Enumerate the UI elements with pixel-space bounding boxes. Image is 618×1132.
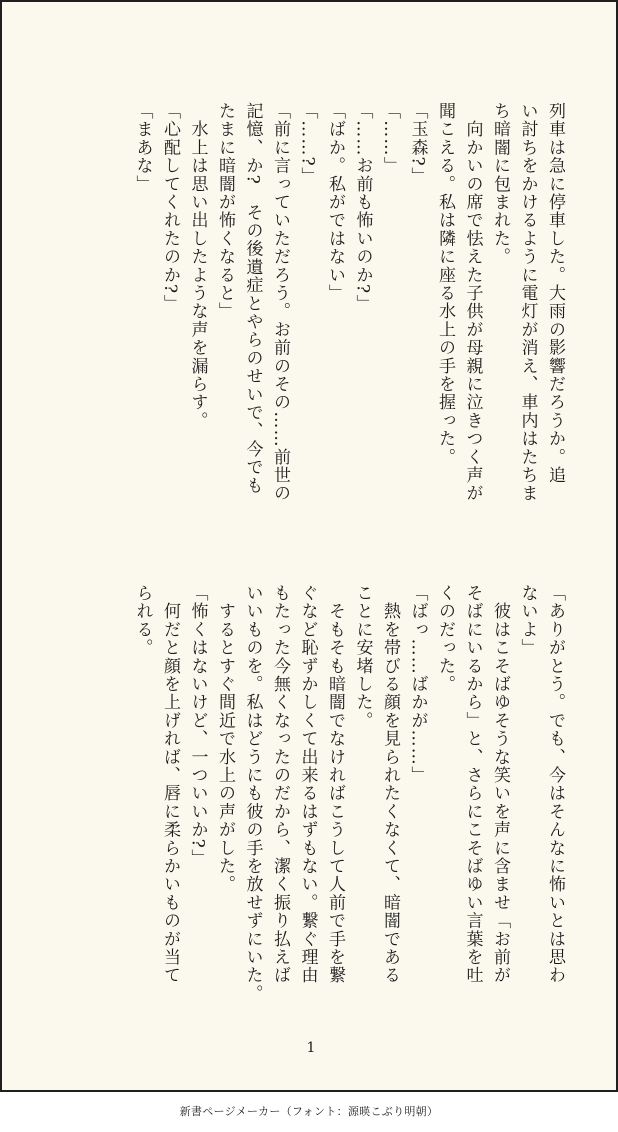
text-line: 何だと顔を上げれば、唇に柔らかいものが当て (160, 584, 180, 985)
text-line: いいものを。私はどうにも彼の手を放せずにいた。 (242, 584, 263, 1003)
text-line: 「まあな」 (132, 102, 153, 193)
text-block-upper (128, 102, 568, 522)
text-line: 「怖くはないけど、一ついいか?」 (187, 584, 208, 868)
text-line: 「心配してくれたのか?」 (160, 102, 180, 313)
text-line: ち暗闇に包まれた。 (490, 102, 510, 266)
text-line: 彼はこそばゆそうな笑いを声に含ませ「お前が (490, 584, 510, 985)
text-line: 「前に言っていただろう。お前のその……前世の (270, 102, 290, 503)
text-line: 列車は急に停車した。大雨の影響だろうか。追 (545, 102, 565, 485)
text-line: い討ちをかけるように電灯が消え、車内はたちま (517, 102, 538, 503)
text-line: 「ありがとう。でも、今はそんなに怖いとは思わ (545, 584, 565, 985)
text-line: ことに安堵した。 (352, 584, 373, 730)
text-line: ないよ」 (517, 584, 538, 657)
text-line: 向かいの席で怯えた子供が母親に泣きつく声が (462, 102, 483, 503)
text-line: そばにいるから」と、さらにこそばゆい言葉を吐 (462, 584, 483, 985)
text-line: するとすぐ間近で水上の声がした。 (215, 584, 235, 894)
text-line: 水上は思い出したような声を漏らす。 (187, 102, 208, 430)
footer-credit: 新書ページメーカー（フォント：源暎こぶり明朝） (179, 1105, 439, 1118)
text-line: 「ばか。私がではない」 (325, 102, 345, 303)
text-line: 「……?」 (297, 102, 318, 186)
text-line: 「ばっ……ばかが……」 (407, 584, 428, 785)
text-line: たまに暗闇が怖くなると」 (215, 102, 235, 321)
text-line: られる。 (132, 584, 153, 657)
text-line: もたった今無くなったのだから、潔く振り払えば (270, 584, 290, 985)
text-line: 「玉森?」 (407, 102, 428, 186)
text-line: ぐなど恥ずかしくて出来るはずもない。繋ぐ理由 (297, 584, 318, 985)
text-line: 「……お前も怖いのか?」 (352, 102, 373, 313)
text-line: そもそも暗闇でなければこうして人前で手を繋 (325, 584, 345, 985)
text-block-lower (128, 584, 568, 1004)
text-line: 聞こえる。私は隣に座る水上の手を握った。 (435, 102, 455, 466)
text-line: くのだった。 (435, 584, 455, 694)
page-number: 1 (306, 1040, 316, 1056)
text-line: 「……」 (380, 102, 400, 175)
text-line: 熱を帯びる顔を見られたくなくて、暗闇である (380, 584, 400, 985)
text-line: 記憶、か? その後遺症とやらのせいで、今でも (242, 102, 263, 495)
